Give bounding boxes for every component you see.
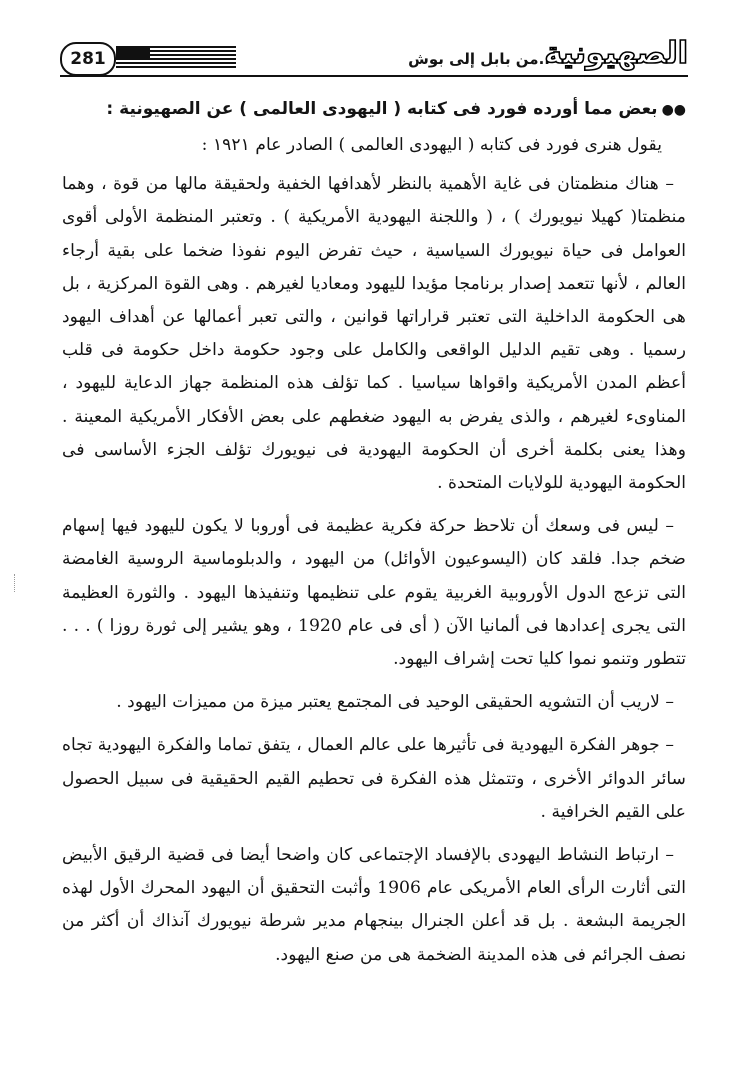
margin-mark <box>14 574 23 592</box>
header-rule <box>60 75 688 77</box>
bullet-icon: ●● <box>661 102 686 118</box>
book-subtitle: ..من بابل إلى بوش <box>408 50 550 68</box>
paragraph-2: – ليس فى وسعك أن تلاحظ حركة فكرية عظيمة فى أوروبا لا يكون لليهود فيها إسهام ضخم جدا. فلقد كان (اليسوعيون الأوائل) من اليهود ، والدبلوماسية الروسية الغامضة التى تزعج الدول الأوروبية الغربية يقوم على تنظيمها وتنفيذها اليهود . والثورة العظيمة التى يجرى إعدادها فى ألمانيا الآن ( أى فى عام 1920 ، وهو يشير إلى ثورة روزا ) . . . تتطور وتنمو نموا كليا تحت إشراف اليهود. <box>62 516 686 670</box>
section-heading-text: بعض مما أورده فورد فى كتابه ( اليهودى العالمى ) عن الصهيونية : <box>106 99 658 119</box>
running-header <box>60 38 688 82</box>
paragraph-4: – جوهر الفكرة اليهودية فى تأثيرها على عالم العمال ، يتفق تماما والفكرة اليهودية تجاه سائر الدوائر الأخرى ، وتتمثل هذه الفكرة فى تحطيم القيم الحقيقية فى سبيل الحصول على القيم الخرافية . <box>62 735 686 822</box>
book-title: الصهيونية <box>544 36 688 71</box>
page-number: 281 <box>60 42 116 76</box>
intro-line: يقول هنرى فورد فى كتابه ( اليهودى العالمى ) الصادر عام ١٩٢١ : <box>201 135 662 155</box>
paragraph-1: – هناك منظمتان فى غاية الأهمية بالنظر لأهدافها الخفية ولحقيقة مالها من قوة ، وهما منظمتا( كهيلا نيويورك ) ، ( واللجنة اليهودية الأمريكية ) . وتعتبر المنظمة الأولى أقوى العوامل فى حياة نيويورك السياسية ، حيث تفرض اليوم نفوذا ضخما على بقية أرجاء العالم ، لأنها تتعمد إصدار برنامجا مؤيدا لليهود ومعاديا لغيرهم . وهى القوة المركزية ، بل هى الحكومة الداخلية التى تعتبر قراراتها قوانين ، والتى تعبر أعمالها عن أهداف اليهود رسميا . وهى تقيم الدليل الواقعى والكامل على وجود حكومة داخل حكومة فى قلب أعظم المدن الأمريكية واقواها سياسيا . كما تؤلف هذه المنظمة جهاز الدعاية لليهود ، المناوىء لغيرهم ، والذى يفرض به اليهود ضغطهم على بعض الأفكار الأمريكية المعينة . وهذا يعنى بكلمة أخرى أن الحكومة اليهودية فى نيويورك تؤلف الجزء الأساسى فى الحكومة اليهودية للولايات المتحدة . <box>62 174 686 494</box>
paragraph-5: – ارتباط النشاط اليهودى بالإفساد الإجتماعى كان واضحا أيضا فى قضية الرقيق الأبيض التى أثارت الرأى العام الأمريكى عام 1906 وأثبت التحقيق أن اليهود المحرك الأول لهذه الجريمة البشعة . بل قد أعلن الجنرال بينجهام مدير شرطة نيويورك آنذاك أن أكثر من نصف الجرائم فى هذه المدينة الضخمة هى من صنع اليهود. <box>62 845 686 965</box>
section-heading <box>62 94 686 125</box>
flag-icon <box>116 46 236 70</box>
page-body <box>62 94 686 982</box>
paragraph-3: – لاريب أن التشويه الحقيقى الوحيد فى المجتمع يعتبر ميزة من مميزات اليهود . <box>116 692 674 713</box>
flag-canton <box>116 46 150 60</box>
